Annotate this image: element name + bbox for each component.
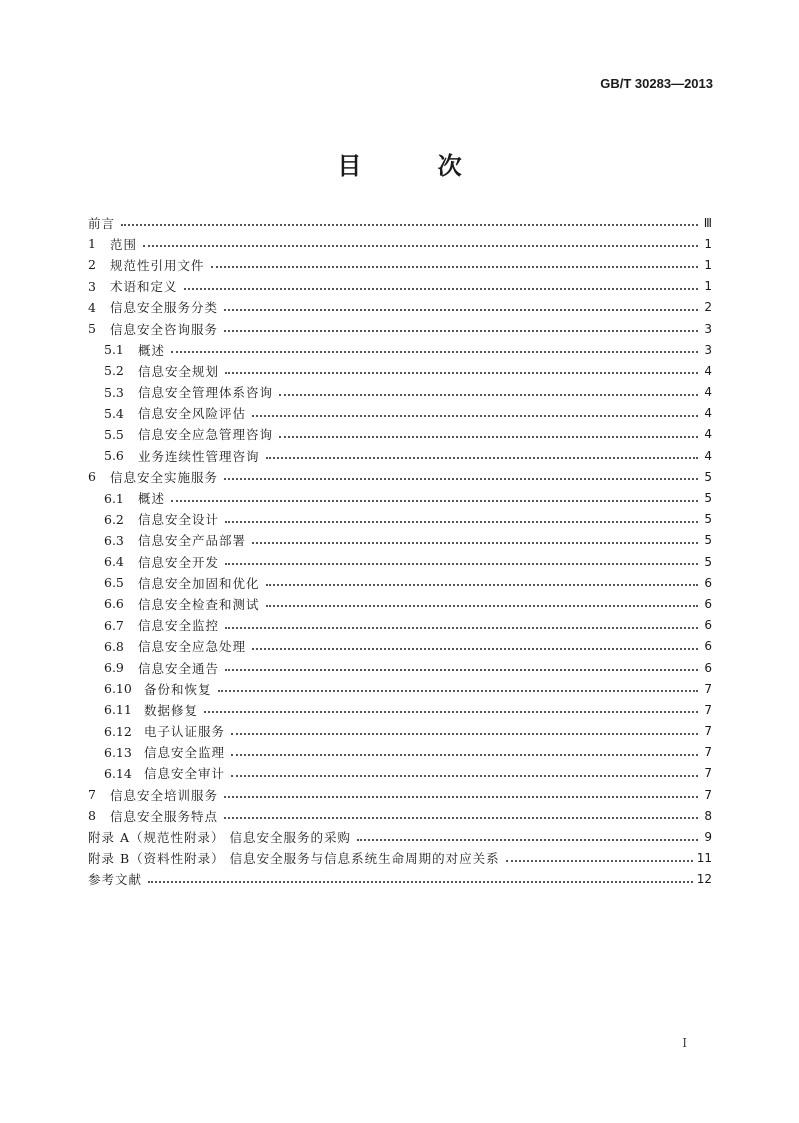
toc-entry-page: 6 xyxy=(704,660,712,675)
toc-entry-label: 业务连续性管理咨询 xyxy=(138,448,260,464)
dot-leader xyxy=(279,435,698,438)
dot-leader xyxy=(224,795,698,798)
toc-entry-number: 5.4 xyxy=(104,405,124,421)
toc-entry-label: 参考文献 xyxy=(88,872,143,888)
dot-leader xyxy=(143,244,698,247)
toc-entry-page: 4 xyxy=(704,406,712,421)
toc-entry-number: 6.3 xyxy=(104,532,124,548)
toc-entry-number: 6.8 xyxy=(104,638,124,654)
dot-leader xyxy=(506,859,693,862)
toc-entry-page: 9 xyxy=(704,830,712,845)
toc-entry-number: 6.11 xyxy=(104,702,132,718)
toc-entry[interactable] xyxy=(88,615,712,636)
dot-leader xyxy=(184,287,698,290)
toc-entry-page: 4 xyxy=(704,448,712,463)
dot-leader xyxy=(357,838,698,841)
dot-leader xyxy=(225,520,698,523)
toc-entry-page: 3 xyxy=(704,342,712,357)
toc-entry-number: 8 xyxy=(88,808,96,824)
toc-entry[interactable] xyxy=(88,848,712,869)
toc-entry[interactable] xyxy=(88,805,712,826)
toc-entry-number: 6.10 xyxy=(104,681,132,697)
toc-entry-page: 6 xyxy=(704,618,712,633)
toc-entry-number: 5.1 xyxy=(104,342,124,358)
toc-entry-page: 7 xyxy=(704,766,712,781)
toc-entry[interactable] xyxy=(88,763,712,784)
toc-entry-page: 3 xyxy=(704,321,712,336)
toc-entry[interactable] xyxy=(88,382,712,403)
toc-entry-number: 2 xyxy=(88,257,96,273)
dot-leader xyxy=(225,371,698,374)
toc-entry[interactable] xyxy=(88,466,712,487)
toc-entry-number: 5.2 xyxy=(104,363,124,379)
toc-entry-number: 3 xyxy=(88,278,96,294)
toc-entry-number: 6.13 xyxy=(104,744,132,760)
toc-entry-page: 5 xyxy=(704,554,712,569)
toc-entry-page: 5 xyxy=(704,533,712,548)
toc-entry-label: 信息安全设计 xyxy=(138,512,220,528)
toc-entry-label: 信息安全管理体系咨询 xyxy=(138,385,274,401)
toc-entry[interactable] xyxy=(88,339,712,360)
toc-entry[interactable] xyxy=(88,869,712,890)
toc-entry[interactable] xyxy=(88,636,712,657)
dot-leader xyxy=(266,583,698,586)
toc-entry[interactable] xyxy=(88,784,712,805)
toc-entry-number: 5 xyxy=(88,321,96,337)
toc-entry-page: 7 xyxy=(704,681,712,696)
toc-entry-number: 6.4 xyxy=(104,554,124,570)
toc-entry[interactable] xyxy=(88,721,712,742)
toc-entry-number: 6.2 xyxy=(104,511,124,527)
toc-entry[interactable] xyxy=(88,445,712,466)
toc-entry-page: 4 xyxy=(704,427,712,442)
toc-entry[interactable] xyxy=(88,678,712,699)
toc-entry[interactable] xyxy=(88,297,712,318)
toc-entry-page: 4 xyxy=(704,385,712,400)
toc-entry-label: 信息安全产品部署 xyxy=(138,533,247,549)
toc-entry-number: 6.5 xyxy=(104,575,124,591)
toc-entry-number: 6.14 xyxy=(104,765,132,781)
toc-entry-label: 信息安全培训服务 xyxy=(110,787,219,803)
standard-code: GB/T 30283—2013 xyxy=(600,76,713,91)
toc-entry[interactable] xyxy=(88,360,712,381)
toc-entry-page: 2 xyxy=(704,300,712,315)
page-number: I xyxy=(682,1036,687,1050)
toc-entry-label: 信息安全检查和测试 xyxy=(138,596,260,612)
toc-entry[interactable] xyxy=(88,233,712,254)
dot-leader xyxy=(231,732,698,735)
toc-entry-label: 信息安全加固和优化 xyxy=(138,575,260,591)
toc-entry[interactable] xyxy=(88,699,712,720)
toc-entry-label: 信息安全咨询服务 xyxy=(110,321,219,337)
dot-leader xyxy=(225,626,698,629)
toc-entry-page: 7 xyxy=(704,787,712,802)
toc-entry-number: 5.6 xyxy=(104,448,124,464)
toc-entry-number: 6 xyxy=(88,469,96,485)
dot-leader xyxy=(252,414,698,417)
toc-entry-label: 信息安全应急处理 xyxy=(138,639,247,655)
toc-entry-label: 信息安全规划 xyxy=(138,363,220,379)
toc-entry-label: 信息安全监控 xyxy=(138,618,220,634)
dot-leader xyxy=(225,562,698,565)
toc-entry[interactable] xyxy=(88,212,712,233)
toc-entry-page: 6 xyxy=(704,596,712,611)
toc-entry-number: 4 xyxy=(88,299,96,315)
toc-entry-page: 7 xyxy=(704,702,712,717)
toc-entry[interactable] xyxy=(88,551,712,572)
toc-entry-label: 附录 B（资料性附录） 信息安全服务与信息系统生命周期的对应关系 xyxy=(88,851,500,867)
page-title: 目 次 xyxy=(337,152,496,180)
toc-entry-page: 5 xyxy=(704,512,712,527)
toc-entry-label: 概述 xyxy=(138,491,166,507)
dot-leader xyxy=(231,774,698,777)
toc-entry[interactable] xyxy=(88,572,712,593)
dot-leader xyxy=(279,393,698,396)
dot-leader xyxy=(121,223,698,226)
toc-entry-page: 8 xyxy=(704,808,712,823)
toc-entry-page: 5 xyxy=(704,491,712,506)
toc-entry-page: 12 xyxy=(696,872,712,887)
toc-entry-label: 附录 A（规范性附录） 信息安全服务的采购 xyxy=(88,830,351,846)
toc-entry-number: 6.1 xyxy=(104,490,124,506)
dot-leader xyxy=(171,499,698,502)
dot-leader xyxy=(252,647,698,650)
toc-entry-label: 信息安全风险评估 xyxy=(138,406,247,422)
toc-entry[interactable] xyxy=(88,403,712,424)
toc-entry-label: 数据修复 xyxy=(144,702,199,718)
toc-entry[interactable] xyxy=(88,826,712,847)
toc-entry-label: 范围 xyxy=(110,236,138,252)
dot-leader xyxy=(148,880,693,883)
toc-entry-label: 信息安全开发 xyxy=(138,554,220,570)
toc-entry-page: 1 xyxy=(704,236,712,251)
toc-entry-label: 概述 xyxy=(138,342,166,358)
dot-leader xyxy=(224,308,698,311)
toc-entry-label: 信息安全监理 xyxy=(144,745,226,761)
dot-leader xyxy=(224,816,698,819)
toc-entry-page: 7 xyxy=(704,724,712,739)
toc-entry-number: 6.9 xyxy=(104,660,124,676)
toc-entry-page: 1 xyxy=(704,257,712,272)
toc-entry-label: 信息安全实施服务 xyxy=(110,469,219,485)
toc-entry-page: 7 xyxy=(704,745,712,760)
table-of-contents xyxy=(88,212,712,890)
toc-entry-page: 4 xyxy=(704,363,712,378)
toc-entry[interactable] xyxy=(88,657,712,678)
dot-leader xyxy=(218,689,698,692)
toc-entry-page: 5 xyxy=(704,469,712,484)
toc-entry[interactable] xyxy=(88,276,712,297)
toc-entry-label: 规范性引用文件 xyxy=(110,257,205,273)
toc-entry[interactable] xyxy=(88,593,712,614)
toc-entry-number: 6.6 xyxy=(104,596,124,612)
dot-leader xyxy=(204,710,698,713)
dot-leader xyxy=(252,541,698,544)
toc-entry-label: 电子认证服务 xyxy=(144,724,226,740)
dot-leader xyxy=(266,456,698,459)
toc-entry-label: 前言 xyxy=(88,215,116,231)
toc-entry-page: 1 xyxy=(704,279,712,294)
toc-entry-label: 信息安全审计 xyxy=(144,766,226,782)
toc-entry[interactable] xyxy=(88,424,712,445)
toc-entry[interactable] xyxy=(88,530,712,551)
dot-leader xyxy=(211,265,698,268)
toc-entry-page: Ⅲ xyxy=(703,215,712,230)
toc-entry-label: 备份和恢复 xyxy=(144,681,212,697)
toc-entry[interactable] xyxy=(88,742,712,763)
toc-entry-label: 信息安全服务分类 xyxy=(110,300,219,316)
toc-entry-label: 信息安全应急管理咨询 xyxy=(138,427,274,443)
toc-entry[interactable] xyxy=(88,318,712,339)
toc-entry-number: 1 xyxy=(88,236,96,252)
toc-entry-page: 11 xyxy=(696,851,712,866)
toc-entry-label: 术语和定义 xyxy=(110,279,178,295)
toc-entry-number: 5.5 xyxy=(104,426,124,442)
dot-leader xyxy=(171,350,698,353)
toc-entry[interactable] xyxy=(88,487,712,508)
toc-entry-label: 信息安全服务特点 xyxy=(110,808,219,824)
dot-leader xyxy=(231,753,698,756)
toc-entry-number: 5.3 xyxy=(104,384,124,400)
dot-leader xyxy=(224,477,698,480)
dot-leader xyxy=(225,668,698,671)
toc-entry-number: 6.12 xyxy=(104,723,132,739)
toc-entry[interactable] xyxy=(88,254,712,275)
toc-entry-number: 7 xyxy=(88,787,96,803)
dot-leader xyxy=(224,329,698,332)
dot-leader xyxy=(266,604,698,607)
toc-entry-page: 6 xyxy=(704,639,712,654)
toc-entry-number: 6.7 xyxy=(104,617,124,633)
toc-entry[interactable] xyxy=(88,509,712,530)
toc-entry-page: 6 xyxy=(704,575,712,590)
toc-entry-label: 信息安全通告 xyxy=(138,660,220,676)
